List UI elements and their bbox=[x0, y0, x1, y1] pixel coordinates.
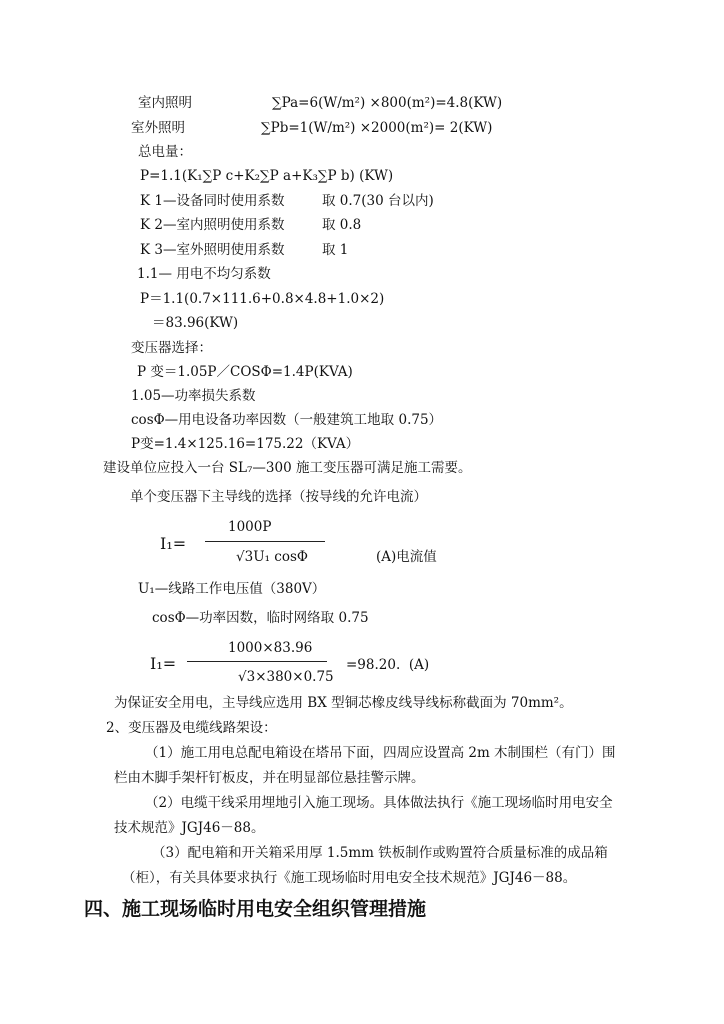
paragraph-1-line-2: 栏由木脚手架杆钉板皮，并在明显部位悬挂警示牌。 bbox=[114, 770, 425, 786]
outdoor-lighting-formula: ∑Pb=1(W/m²) ×2000(m²)= 2(KW) bbox=[261, 120, 493, 136]
formula-lhs: I₁= bbox=[160, 534, 187, 553]
power-calculation: P＝1.1(0.7×111.6+0.8×4.8+1.0×2) bbox=[140, 291, 385, 307]
fraction-bar bbox=[205, 541, 325, 542]
transformer-selection-label: 变压器选择： bbox=[131, 340, 212, 356]
total-power-formula: P=1.1(K₁∑P c+K₂∑P a+K₃∑P b) (KW) bbox=[140, 168, 394, 184]
power-result: ＝83.96(KW) bbox=[152, 315, 239, 331]
formula-denominator: √3U₁ cosΦ bbox=[236, 549, 308, 565]
power-factor-definition: cosΦ—用电设备功率因数（一般建筑工地取 0.75） bbox=[131, 412, 443, 428]
power-factor-network: cosΦ—功率因数，临时网络取 0.75 bbox=[152, 610, 369, 626]
transformer-formula: P 变＝1.05P／COSΦ=1.4P(KVA) bbox=[137, 364, 353, 380]
total-power-label: 总电量： bbox=[138, 144, 192, 160]
paragraph-3-line-2: （柜），有关具体要求执行《施工现场临时用电安全技术规范》JGJ46－88。 bbox=[122, 870, 577, 886]
section-2-title: 2、变压器及电缆线路架设： bbox=[106, 720, 277, 736]
fraction-bar bbox=[187, 661, 327, 662]
paragraph-2-line-2: 技术规范》JGJ46－88。 bbox=[114, 820, 265, 836]
power-loss-coefficient: 1.05—功率损失系数 bbox=[131, 388, 256, 404]
paragraph-2-line-1: （2）电缆干线采用埋地引入施工现场。具体做法执行《施工现场临时用电安全 bbox=[145, 795, 613, 811]
formula-lhs: I₁= bbox=[150, 654, 177, 673]
formula-unit: (A)电流值 bbox=[376, 549, 437, 565]
transformer-calculation: P变=1.4×125.16=175.22（KVA） bbox=[131, 436, 360, 452]
formula-result: =98.20. (A) bbox=[346, 657, 430, 673]
k2-value: 取 0.8 bbox=[322, 217, 362, 233]
section-4-heading: 四、施工现场临时用电安全组织管理措施 bbox=[84, 898, 427, 920]
k3-value: 取 1 bbox=[322, 242, 349, 258]
transformer-recommendation: 建设单位应投入一台 SL₇—300 施工变压器可满足施工需要。 bbox=[103, 460, 472, 476]
paragraph-1-line-1: （1）施工用电总配电箱设在塔吊下面，四周应设置高 2m 木制围栏（有门）围 bbox=[145, 745, 616, 761]
indoor-lighting-label: 室内照明 bbox=[138, 95, 192, 111]
k1-value: 取 0.7(30 台以内) bbox=[322, 193, 434, 209]
paragraph-3-line-1: （3）配电箱和开关箱采用厚 1.5mm 铁板制作或购置符合质量标准的成品箱 bbox=[152, 845, 608, 861]
formula-denominator: √3×380×0.75 bbox=[238, 669, 334, 685]
unevenness-coefficient: 1.1— 用电不均匀系数 bbox=[137, 266, 271, 282]
main-conductor-selection: 单个变压器下主导线的选择（按导线的允许电流） bbox=[130, 489, 427, 505]
k2-definition: K 2—室内照明使用系数 bbox=[140, 217, 285, 233]
k3-definition: K 3—室外照明使用系数 bbox=[140, 242, 285, 258]
conductor-recommendation: 为保证安全用电，主导线应选用 BX 型铜芯橡皮线导线标称截面为 70mm²。 bbox=[114, 695, 573, 711]
outdoor-lighting-label: 室外照明 bbox=[131, 120, 185, 136]
line-voltage-definition: U₁—线路工作电压值（380V） bbox=[138, 581, 326, 597]
formula-numerator: 1000P bbox=[228, 519, 272, 535]
k1-definition: K 1—设备同时使用系数 bbox=[140, 193, 285, 209]
formula-numerator: 1000×83.96 bbox=[228, 640, 313, 656]
indoor-lighting-formula: ∑Pa=6(W/m²) ×800(m²)=4.8(KW) bbox=[272, 95, 503, 111]
